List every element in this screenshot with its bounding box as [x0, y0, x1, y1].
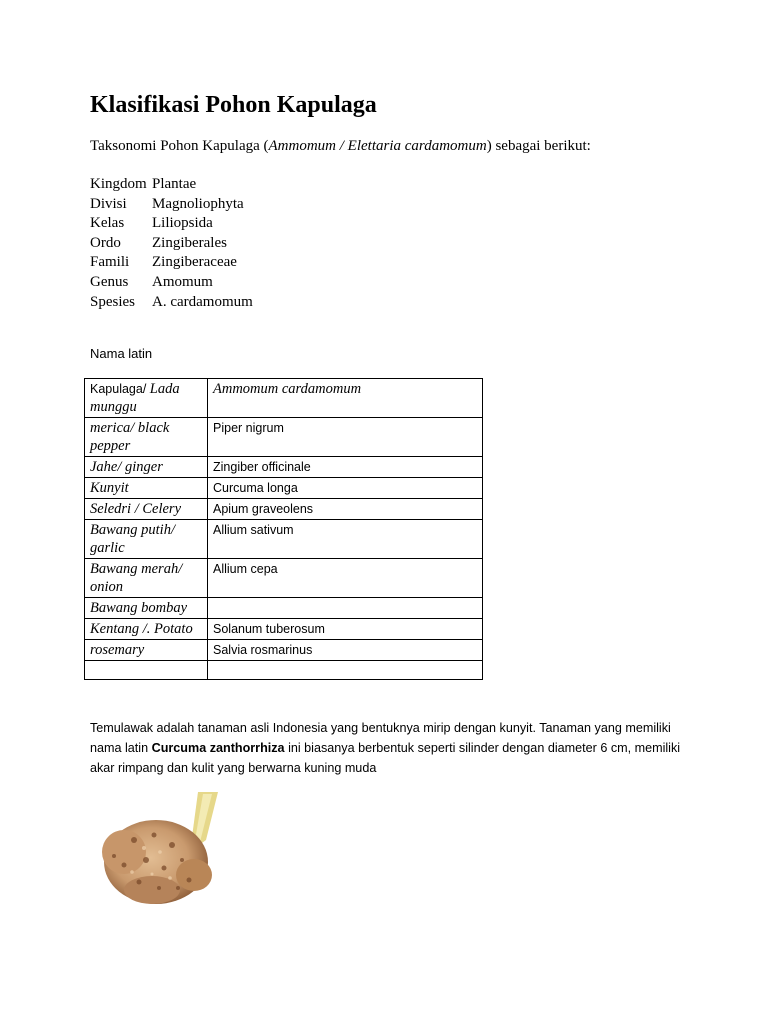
latin-name: Apium graveolens	[213, 502, 314, 516]
taxonomy-rank: Genus	[90, 273, 129, 290]
paragraph-text-2: ini biasanya berbentuk seperti silinder dengan diameter 6 cm, memiliki akar rimpang dan kulit yang berwarna kuning muda	[90, 740, 681, 775]
intro-before: Taksonomi Pohon Kapulaga (	[90, 138, 269, 154]
latin-name-cell	[208, 379, 483, 418]
taxonomy-row-kingdom	[90, 175, 253, 195]
taxonomy-value: Liliopsida	[152, 215, 213, 232]
intro-italic-name: Ammomum / Elettaria cardamomum	[268, 138, 487, 154]
taxonomy-value: A. cardamomum	[152, 293, 253, 310]
common-name: Jahe/ ginger	[90, 459, 163, 475]
intro-after: ) sebagai berikut:	[486, 138, 591, 154]
table-row	[85, 478, 483, 499]
table-row	[85, 379, 483, 418]
intro-text	[90, 138, 591, 155]
common-name-cell	[85, 478, 208, 499]
common-name-cell	[85, 598, 208, 619]
common-name-cell	[85, 640, 208, 661]
latin-name-cell	[208, 661, 483, 680]
latin-name-cell	[208, 418, 483, 457]
latin-name-cell	[208, 478, 483, 499]
taxonomy-row-famili	[90, 253, 253, 273]
temulawak-rhizome-image	[94, 790, 224, 915]
taxonomy-value: Magnoliophyta	[152, 195, 244, 212]
common-name-cell	[85, 559, 208, 598]
paragraph-bold-latin: Curcuma zanthorrhiza	[151, 740, 285, 755]
taxonomy-value: Amomum	[152, 273, 213, 290]
latin-name-cell	[208, 520, 483, 559]
taxonomy-rank: Kingdom	[90, 176, 147, 192]
common-name-cell	[85, 499, 208, 520]
common-name: Bawang putih/ garlic	[90, 522, 175, 556]
page-title: Klasifikasi Pohon Kapulaga	[90, 92, 377, 118]
taxonomy-row-kelas	[90, 214, 253, 234]
paragraph-text-1: Temulawak adalah tanaman asli Indonesia yang bentuknya mirip dengan kunyit. Tanaman yang memiliki nama latin	[90, 721, 671, 755]
common-name-cell	[85, 457, 208, 478]
taxonomy-rank: Spesies	[90, 293, 135, 310]
latin-name: Solanum tuberosum	[213, 622, 325, 636]
common-name: Kunyit	[90, 480, 129, 496]
common-name-cell	[85, 418, 208, 457]
latin-name-cell	[208, 457, 483, 478]
taxonomy-value: Plantae	[152, 176, 197, 192]
table-row	[85, 418, 483, 457]
taxonomy-rank: Famili	[90, 254, 130, 271]
table-row	[85, 457, 483, 478]
common-name: Lada munggu	[90, 381, 180, 415]
common-name: Bawang bombay	[90, 600, 188, 616]
latin-name: Salvia rosmarinus	[213, 643, 313, 657]
latin-name-cell	[208, 559, 483, 598]
latin-name-cell	[208, 598, 483, 619]
latin-name-cell	[208, 619, 483, 640]
table-row	[85, 559, 483, 598]
table-row	[85, 499, 483, 520]
table-row	[85, 520, 483, 559]
table-row-empty	[85, 661, 483, 680]
taxonomy-rank: Kelas	[90, 215, 125, 232]
common-name: merica/ black pepper	[90, 420, 170, 454]
latin-name-cell	[208, 499, 483, 520]
latin-name-heading: Nama latin	[90, 346, 153, 361]
table-row	[85, 640, 483, 661]
latin-name: Curcuma longa	[213, 481, 298, 495]
taxonomy-value: Zingiberaceae	[152, 254, 237, 271]
latin-name: Ammomum cardamomum	[213, 381, 362, 397]
latin-name: Zingiber officinale	[213, 460, 311, 474]
latin-name-cell	[208, 640, 483, 661]
common-name-cell	[85, 619, 208, 640]
common-name: Seledri / Celery	[90, 501, 182, 517]
latin-name: Allium sativum	[213, 523, 294, 537]
latin-name: Allium cepa	[213, 562, 278, 576]
taxonomy-row-spesies	[90, 293, 253, 313]
taxonomy-rank: Ordo	[90, 234, 121, 251]
taxonomy-row-ordo	[90, 234, 253, 254]
taxonomy-row-divisi	[90, 195, 253, 215]
temulawak-paragraph	[90, 719, 700, 778]
taxonomy-rank: Divisi	[90, 195, 127, 212]
latin-name-table	[84, 378, 483, 680]
common-name: rosemary	[90, 642, 145, 658]
common-name-cell	[85, 661, 208, 680]
taxonomy-value: Zingiberales	[152, 234, 227, 251]
taxonomy-row-genus	[90, 273, 253, 293]
common-name-cell	[85, 379, 208, 418]
table-row	[85, 598, 483, 619]
common-name-cell	[85, 520, 208, 559]
common-name: Kentang /. Potato	[90, 621, 193, 637]
common-name: Bawang merah/ onion	[90, 561, 183, 595]
latin-name: Piper nigrum	[213, 421, 284, 435]
taxonomy-list	[90, 175, 253, 312]
common-name-plain: Kapulaga/	[90, 382, 150, 396]
table-row	[85, 619, 483, 640]
